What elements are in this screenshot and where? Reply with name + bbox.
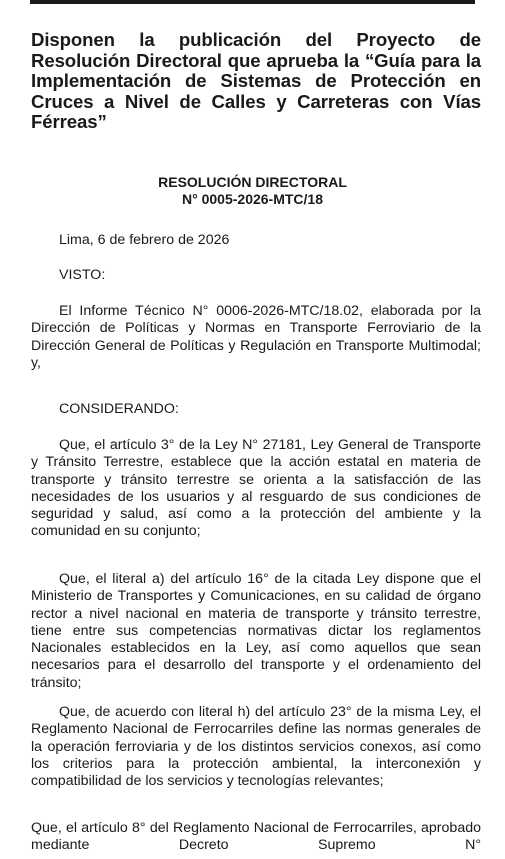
resolution-type: RESOLUCIÓN DIRECTORAL	[158, 174, 347, 190]
considerando-paragraph-2	[31, 571, 481, 692]
visto-text: El Informe Técnico N° 0006-2026-MTC/18.02, elaborada por la Dirección de Políticas y Normas en Transporte Ferroviario de la Dirección General de Políticas y Regulación en Transporte Multimodal; y,	[31, 303, 481, 371]
top-rule	[30, 0, 475, 4]
considerando-text-1: Que, el artículo 3° de la Ley N° 27181, Ley General de Transporte y Tránsito Terrestre, establece que la acción estatal en materia de transporte y tránsito terrestre se orienta a la satisfacción de las necesidades de los usuarios y al resguardo de sus condiciones de seguridad y salud, así como a la protección del ambiente y la comunidad en su conjunto;	[31, 437, 481, 540]
considerando-paragraph-4	[31, 820, 481, 855]
resolution-number: N° 0005-2026-MTC/18	[182, 191, 323, 207]
visto-paragraph	[31, 303, 481, 372]
considerando-paragraph-3	[31, 704, 481, 790]
place-date-paragraph	[31, 232, 481, 249]
considerando-text-2: Que, el literal a) del artículo 16° de la citada Ley dispone que el Ministerio de Transportes y Comunicaciones, en su calidad de órgano rector a nivel nacional en materia de transporte y tránsito terrestre, tiene entre sus competencias normativas dictar los reglamentos Nacionales establecidos en la Ley, así como aquellos que sean necesarios para el desarrollo del transporte y el ordenamiento del tránsito;	[31, 571, 481, 691]
place-date: Lima, 6 de febrero de 2026	[59, 232, 230, 248]
considerando-heading: CONSIDERANDO:	[59, 401, 179, 417]
considerando-text-4: Que, el artículo 8° del Reglamento Nacional de Ferrocarriles, aprobado mediante Decreto Supremo N°	[31, 820, 481, 854]
visto-heading-paragraph	[31, 267, 481, 284]
document-title: Disponen la publicación del Proyecto de Resolución Directoral que aprueba la “Guía para la Implementación de Sistemas de Protección en Cruces a Nivel de Calles y Carreteras con Vías Férreas”	[31, 29, 481, 133]
considerando-heading-paragraph	[31, 401, 481, 418]
resolution-header	[60, 174, 445, 208]
considerando-text-3: Que, de acuerdo con literal h) del artículo 23° de la misma Ley, el Reglamento Nacional de Ferrocarriles define las normas generales de la operación ferroviaria y de los distintos servicios conexos, así como los criterios para la protección ambiental, la interconexión y compatibilidad de los servicios y tecnologías relevantes;	[31, 704, 481, 790]
visto-heading: VISTO:	[59, 267, 106, 283]
considerando-paragraph-1	[31, 437, 481, 541]
